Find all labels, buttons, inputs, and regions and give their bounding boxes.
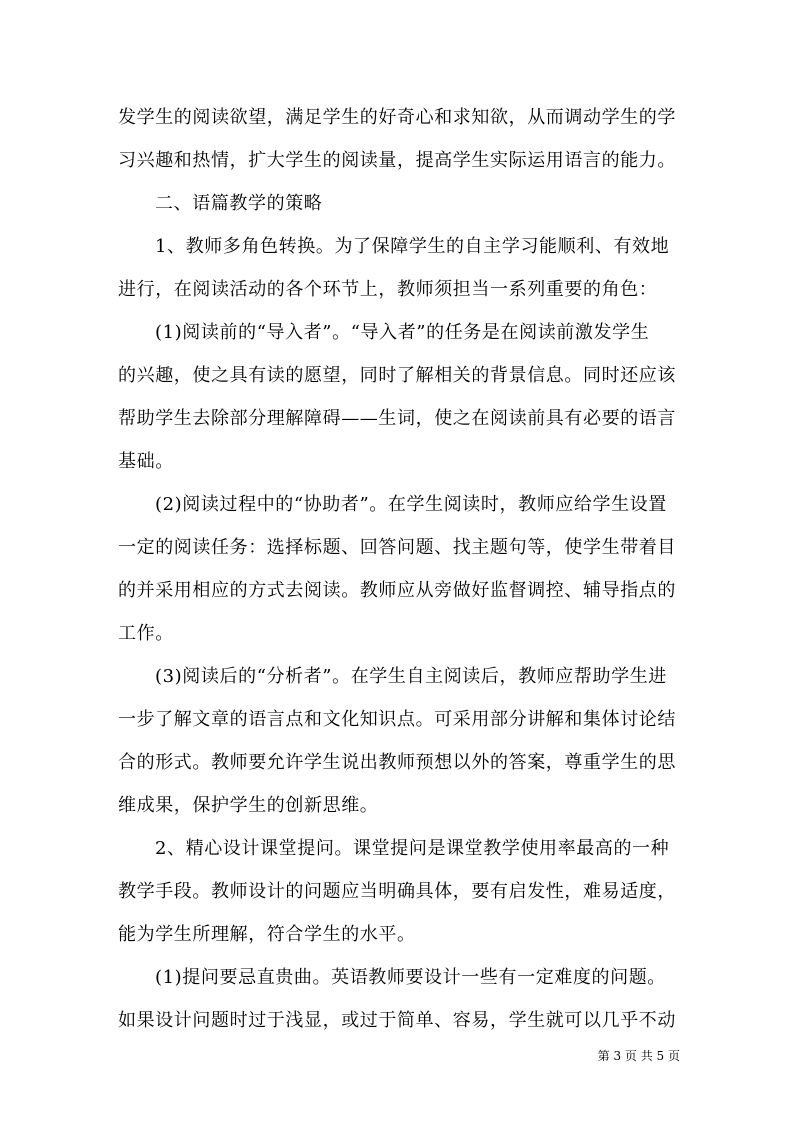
- text-line: 工作。: [118, 623, 174, 644]
- text-line: 一定的阅读任务：选择标题、回答问题、找主题句等，使学生带着目: [118, 537, 676, 558]
- text-line: 帮助学生去除部分理解障碍——生词，使之在阅读前具有必要的语言: [118, 408, 676, 429]
- text-line: 能为学生所理解，符合学生的水平。: [118, 924, 416, 945]
- text-line: 合的形式。教师要允许学生说出教师预想以外的答案，尊重学生的思: [118, 752, 676, 773]
- text-line: 一步了解文章的语言点和文化知识点。可采用部分讲解和集体讨论结: [118, 709, 676, 730]
- text-line: 习兴趣和热情，扩大学生的阅读量，提高学生实际运用语言的能力。: [118, 150, 676, 171]
- text-line: 教学手段。教师设计的问题应当明确具体，要有启发性，难易适度，: [118, 881, 676, 902]
- text-line: 的兴趣，使之具有读的愿望，同时了解相关的背景信息。同时还应该: [118, 365, 676, 386]
- text-line: 维成果，保护学生的创新思维。: [118, 795, 379, 816]
- section-heading: 二、语篇教学的策略: [155, 193, 323, 214]
- text-line: (2)阅读过程中的“协助者”。在学生阅读时，教师应给学生设置: [155, 494, 667, 515]
- text-line: 2、精心设计课堂提问。课堂提问是课堂教学使用率最高的一种: [155, 838, 670, 859]
- text-line: 进行，在阅读活动的各个环节上，教师须担当一系列重要的角色：: [118, 279, 658, 300]
- text-line: 发学生的阅读欲望，满足学生的好奇心和求知欲，从而调动学生的学: [118, 107, 676, 128]
- text-line: 基础。: [118, 451, 174, 472]
- text-line: (1)提问要忌直贵曲。英语教师要设计一些有一定难度的问题。: [155, 967, 666, 988]
- text-line: 如果设计问题时过于浅显，或过于简单、容易，学生就可以几乎不动: [118, 1010, 676, 1031]
- text-line: 1、教师多角色转换。为了保障学生的自主学习能顺利、有效地: [155, 236, 670, 257]
- text-line: (3)阅读后的“分析者”。在学生自主阅读后，教师应帮助学生进: [155, 666, 667, 687]
- text-line: (1)阅读前的“导入者”。“导入者”的任务是在阅读前激发学生: [155, 322, 650, 343]
- text-line: 的并采用相应的方式去阅读。教师应从旁做好监督调控、辅导指点的: [118, 580, 676, 601]
- page-number: 第 3 页 共 5 页: [597, 1049, 680, 1063]
